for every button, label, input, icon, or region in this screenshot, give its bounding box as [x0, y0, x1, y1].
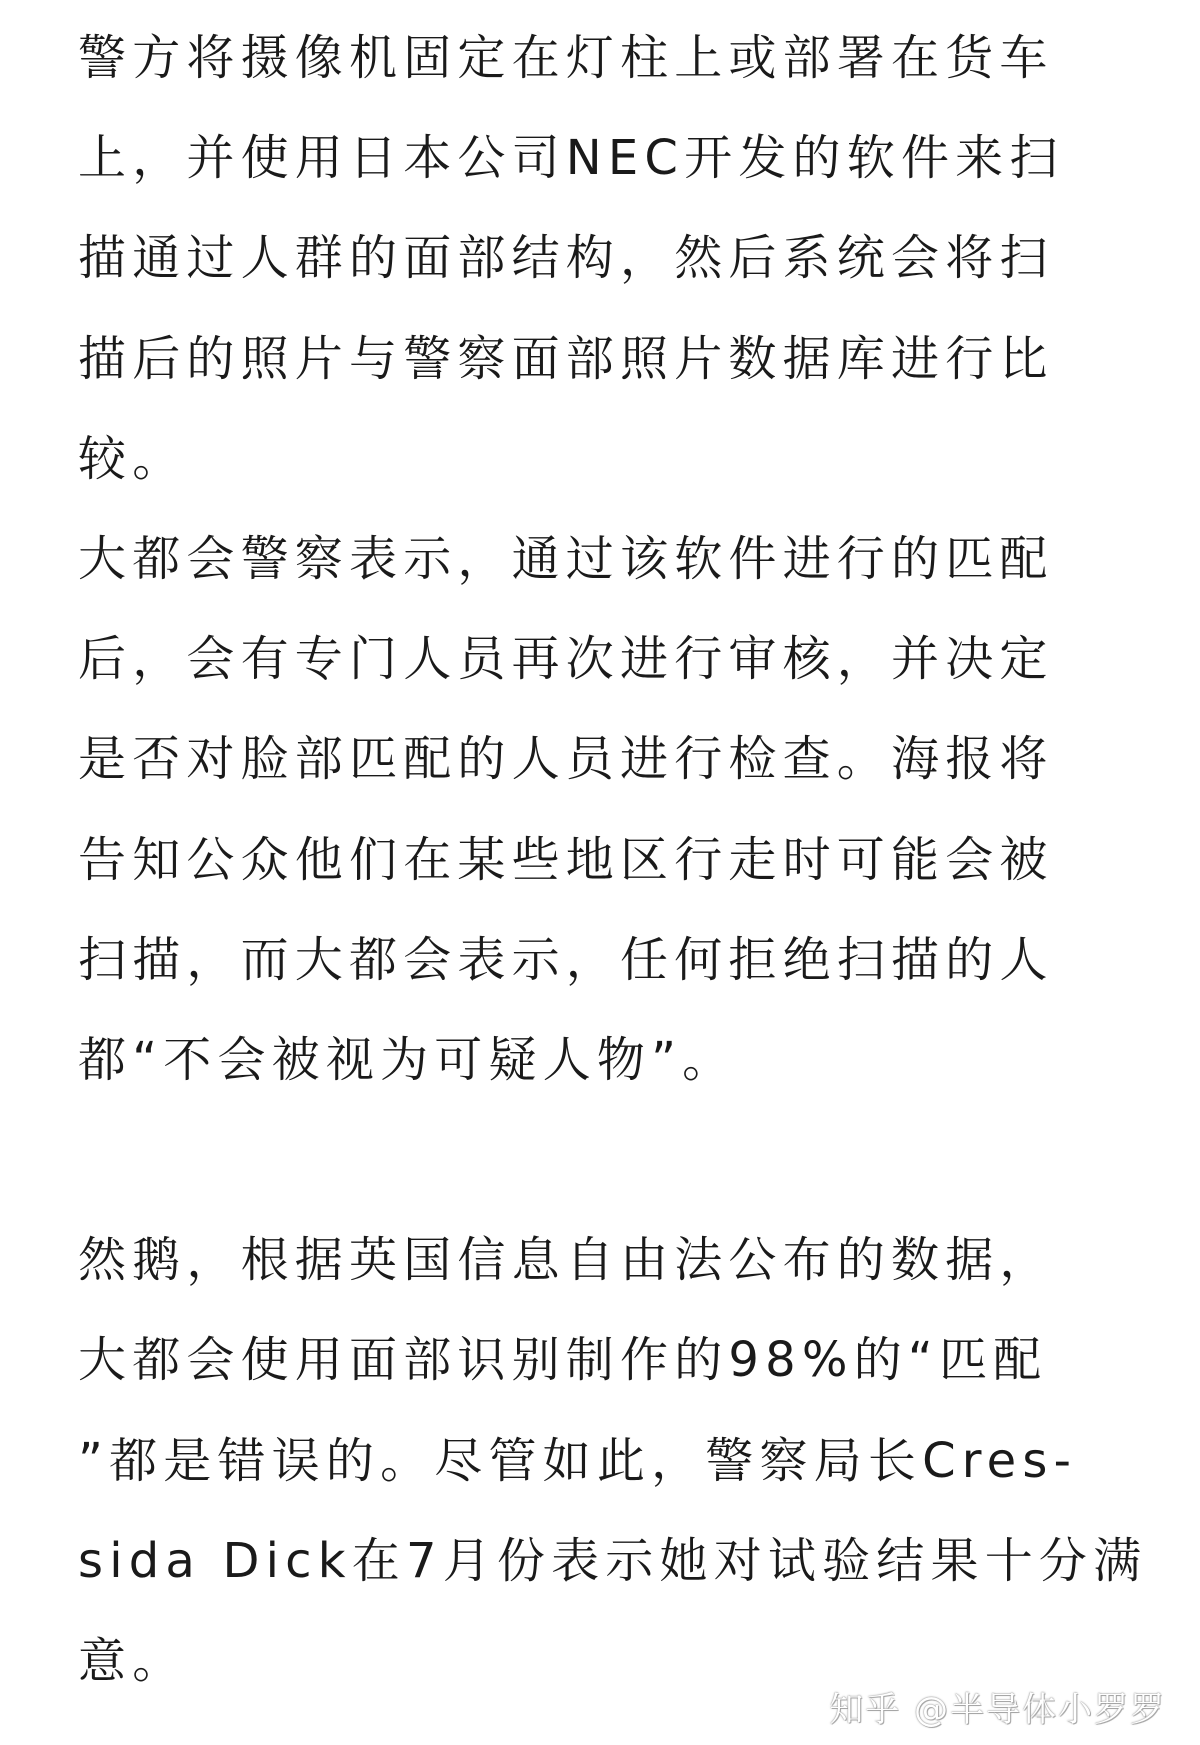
paragraph-spacer — [78, 1110, 1118, 1210]
text-line: 然鹅，根据英国信息自由法公布的数据， — [78, 1232, 1054, 1289]
text-line: sida Dick在7月份表示她对试验结果十分满 — [78, 1532, 1148, 1589]
text-line: 是否对脸部匹配的人员进行检查。海报将 — [78, 731, 1054, 788]
zhihu-watermark: 知乎 @半导体小罗罗 — [829, 1690, 1166, 1730]
paragraph-2 — [78, 509, 1118, 1110]
text-line: 都“不会被视为可疑人物”。 — [78, 1031, 737, 1088]
text-line: 较。 — [78, 430, 187, 487]
paragraph-1 — [78, 8, 1118, 509]
text-line: 大都会警察表示，通过该软件进行的匹配 — [78, 530, 1054, 587]
text-line: 后，会有专门人员再次进行审核，并决定 — [78, 631, 1054, 688]
text-line: 大都会使用面部识别制作的98%的“匹配 — [78, 1332, 1048, 1389]
paragraph-3 — [78, 1210, 1148, 1711]
text-line: 上，并使用日本公司NEC开发的软件来扫 — [78, 130, 1064, 187]
text-line: 描通过人群的面部结构，然后系统会将扫 — [78, 230, 1054, 287]
article-body — [78, 8, 1148, 1711]
text-line: 警方将摄像机固定在灯柱上或部署在货车 — [78, 30, 1054, 86]
text-line: ”都是错误的。尽管如此，警察局长Cres- — [78, 1432, 1078, 1489]
text-line: 扫描，而大都会表示，任何拒绝扫描的人 — [78, 931, 1054, 988]
text-line: 描后的照片与警察面部照片数据库进行比 — [78, 330, 1054, 387]
text-line: 告知公众他们在某些地区行走时可能会被 — [78, 831, 1054, 888]
text-line: 意。 — [78, 1633, 187, 1689]
